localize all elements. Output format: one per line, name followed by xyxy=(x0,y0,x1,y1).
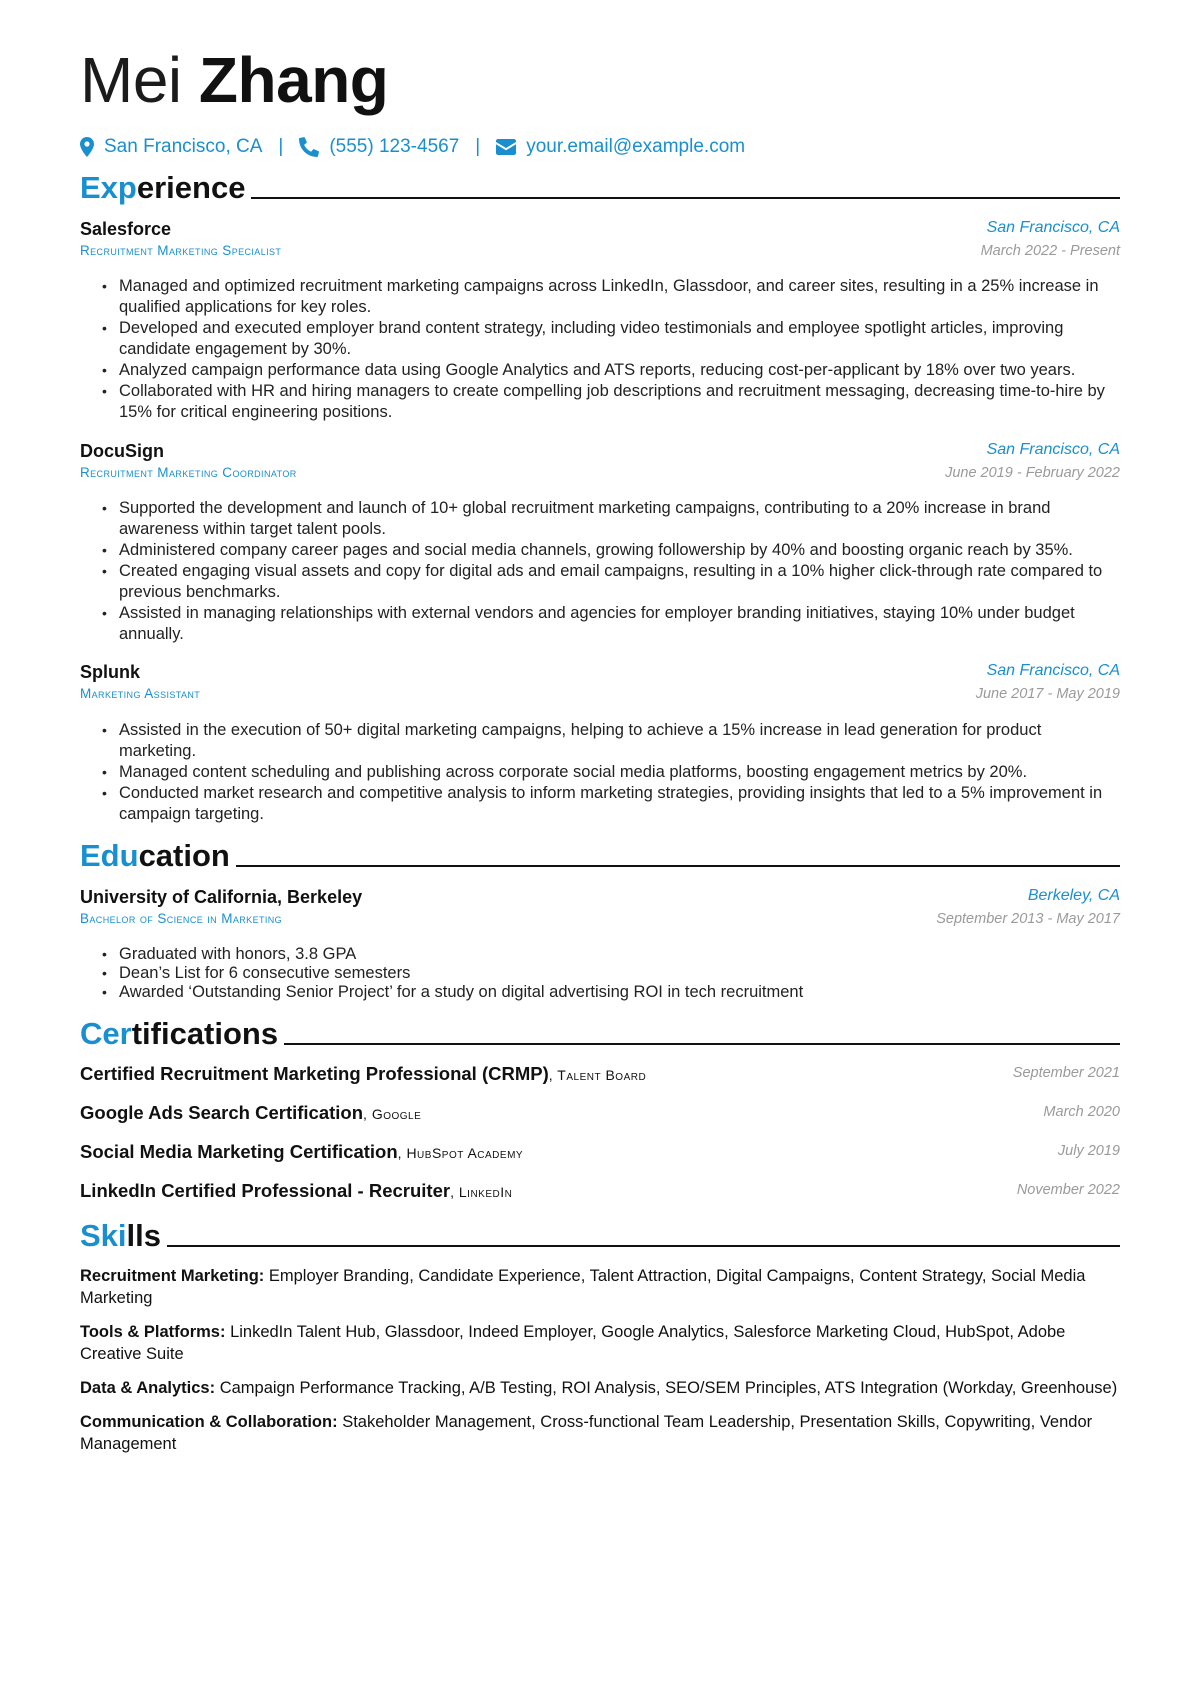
job-dates: March 2022 - Present xyxy=(980,243,1120,259)
certification-item: Certified Recruitment Marketing Professional (CRMP), Talent Board September 2021 xyxy=(80,1063,1120,1084)
experience-bullets xyxy=(102,720,1120,825)
job-title: Marketing Assistant xyxy=(80,686,201,701)
section-title: Experience xyxy=(80,170,246,205)
company-name: Splunk xyxy=(80,662,141,682)
job-location: San Francisco, CA xyxy=(986,441,1120,458)
experience-entry xyxy=(80,219,1120,265)
section-title: Skills xyxy=(80,1218,161,1253)
experience-bullets xyxy=(102,276,1120,423)
list-item: • Created engaging visual assets and copy for digital ads and email campaigns, resulting in a 10% higher click-through rate compared to previous benchmarks. xyxy=(102,561,1120,603)
job-dates: June 2019 - February 2022 xyxy=(945,465,1120,481)
skill-row xyxy=(80,1411,1120,1455)
skill-category: Communication & Collaboration: xyxy=(80,1413,338,1431)
contact-line xyxy=(80,134,745,160)
skills-section-header xyxy=(80,1218,1120,1254)
skill-values: LinkedIn Talent Hub, Glassdoor, Indeed Employer, Google Analytics, Salesforce Marketing Cloud, HubSpot, Adobe Creative Suite xyxy=(80,1323,1066,1363)
skill-category: Tools & Platforms: xyxy=(80,1323,226,1341)
skill-row xyxy=(80,1377,1120,1399)
job-title: Recruitment Marketing Coordinator xyxy=(80,465,297,480)
last-name: Zhang xyxy=(198,44,389,116)
job-location: San Francisco, CA xyxy=(986,219,1120,236)
education-bullets xyxy=(102,945,1120,1002)
skill-row xyxy=(80,1321,1120,1365)
section-rule xyxy=(236,865,1120,867)
experience-entry xyxy=(80,662,1120,708)
certification-date: July 2019 xyxy=(1057,1143,1120,1159)
first-name: Mei xyxy=(80,44,182,116)
job-title: Recruitment Marketing Specialist xyxy=(80,243,282,258)
section-rule xyxy=(251,197,1120,199)
list-item: • Assisted in the execution of 50+ digital marketing campaigns, helping to achieve a 15% increase in lead generation for product marketing. xyxy=(102,720,1120,762)
school-location: Berkeley, CA xyxy=(1027,887,1120,904)
experience-section-header xyxy=(80,170,1120,206)
certification-name: Social Media Marketing Certification xyxy=(80,1141,398,1162)
certification-date: March 2020 xyxy=(1043,1104,1120,1120)
phone-icon xyxy=(299,137,319,157)
certification-item: Google Ads Search Certification, Google March 2020 xyxy=(80,1102,1120,1123)
section-rule xyxy=(284,1043,1120,1045)
skill-category: Data & Analytics: xyxy=(80,1379,216,1397)
experience-bullets xyxy=(102,498,1120,645)
company-name: Salesforce xyxy=(80,219,172,239)
contact-separator: | xyxy=(278,136,284,157)
list-item: • Analyzed campaign performance data using Google Analytics and ATS reports, reducing cost-per-applicant by 18% over two years. xyxy=(102,360,1120,381)
education-entry xyxy=(80,887,1120,933)
certification-issuer: Talent Board xyxy=(557,1067,647,1083)
education-dates: September 2013 - May 2017 xyxy=(936,911,1120,927)
certification-name: LinkedIn Certified Professional - Recruiter xyxy=(80,1180,451,1201)
company-name: DocuSign xyxy=(80,441,164,461)
skill-row xyxy=(80,1265,1120,1309)
section-rule xyxy=(167,1245,1120,1247)
envelope-icon xyxy=(496,139,516,155)
section-title: Education xyxy=(80,838,230,873)
certification-item: Social Media Marketing Certification, HubSpot Academy July 2019 xyxy=(80,1141,1120,1162)
list-item: • Managed and optimized recruitment marketing campaigns across LinkedIn, Glassdoor, and career sites, resulting in a 25% increase in qualified applications for key roles. xyxy=(102,276,1120,318)
list-item: • Dean’s List for 6 consecutive semesters xyxy=(102,964,1120,983)
education-section-header xyxy=(80,838,1120,874)
list-item: • Assisted in managing relationships with external vendors and agencies for employer branding initiatives, staying 10% under budget annually. xyxy=(102,603,1120,645)
list-item: • Conducted market research and competitive analysis to inform marketing strategies, providing insights that led to a 5% improvement in campaign targeting. xyxy=(102,783,1120,825)
certification-issuer: HubSpot Academy xyxy=(406,1145,524,1161)
skill-values: Employer Branding, Candidate Experience, Talent Attraction, Digital Campaigns, Content Strategy, Social Media Marketing xyxy=(80,1267,1086,1307)
candidate-name xyxy=(80,42,388,118)
certification-issuer: Google xyxy=(371,1106,422,1122)
list-item: • Awarded ‘Outstanding Senior Project’ for a study on digital advertising ROI in tech recruitment xyxy=(102,983,1120,1002)
skill-values: Stakeholder Management, Cross-functional Team Leadership, Presentation Skills, Copywriting, Vendor Management xyxy=(80,1413,1093,1453)
section-title: Certifications xyxy=(80,1016,279,1051)
list-item: • Graduated with honors, 3.8 GPA xyxy=(102,945,1120,964)
certification-date: September 2021 xyxy=(1012,1065,1120,1081)
certification-date: November 2022 xyxy=(1016,1182,1120,1198)
skill-category: Recruitment Marketing: xyxy=(80,1267,265,1285)
contact-separator: | xyxy=(475,136,481,157)
contact-location: San Francisco, CA xyxy=(104,136,263,157)
map-pin-icon xyxy=(80,137,94,157)
list-item: • Supported the development and launch of 10+ global recruitment marketing campaigns, contributing to a 20% increase in brand awareness within target talent pools. xyxy=(102,498,1120,540)
list-item: • Developed and executed employer brand content strategy, including video testimonials and employee spotlight articles, improving candidate engagement by 30%. xyxy=(102,318,1120,360)
certification-issuer: LinkedIn xyxy=(458,1184,513,1200)
contact-email[interactable]: your.email@example.com xyxy=(526,136,746,157)
list-item: • Managed content scheduling and publishing across corporate social media platforms, boosting engagement metrics by 20%. xyxy=(102,762,1120,783)
degree: Bachelor of Science in Marketing xyxy=(80,911,283,926)
job-dates: June 2017 - May 2019 xyxy=(975,686,1120,702)
certifications-section-header xyxy=(80,1016,1120,1052)
skill-values: Campaign Performance Tracking, A/B Testing, ROI Analysis, SEO/SEM Principles, ATS Integration (Workday, Greenhouse) xyxy=(219,1379,1118,1397)
experience-entry xyxy=(80,441,1120,487)
contact-phone[interactable]: (555) 123-4567 xyxy=(329,136,460,157)
job-location: San Francisco, CA xyxy=(986,662,1120,679)
list-item: • Administered company career pages and social media channels, growing followership by 40% and boosting organic reach by 35%. xyxy=(102,540,1120,561)
certification-item: LinkedIn Certified Professional - Recruiter, LinkedIn November 2022 xyxy=(80,1180,1120,1201)
certification-name: Google Ads Search Certification xyxy=(80,1102,364,1123)
list-item: • Collaborated with HR and hiring managers to create compelling job descriptions and recruitment messaging, decreasing time-to-hire by 15% for critical engineering positions. xyxy=(102,381,1120,423)
certification-name: Certified Recruitment Marketing Professional (CRMP) xyxy=(80,1063,549,1084)
school-name: University of California, Berkeley xyxy=(80,887,363,907)
